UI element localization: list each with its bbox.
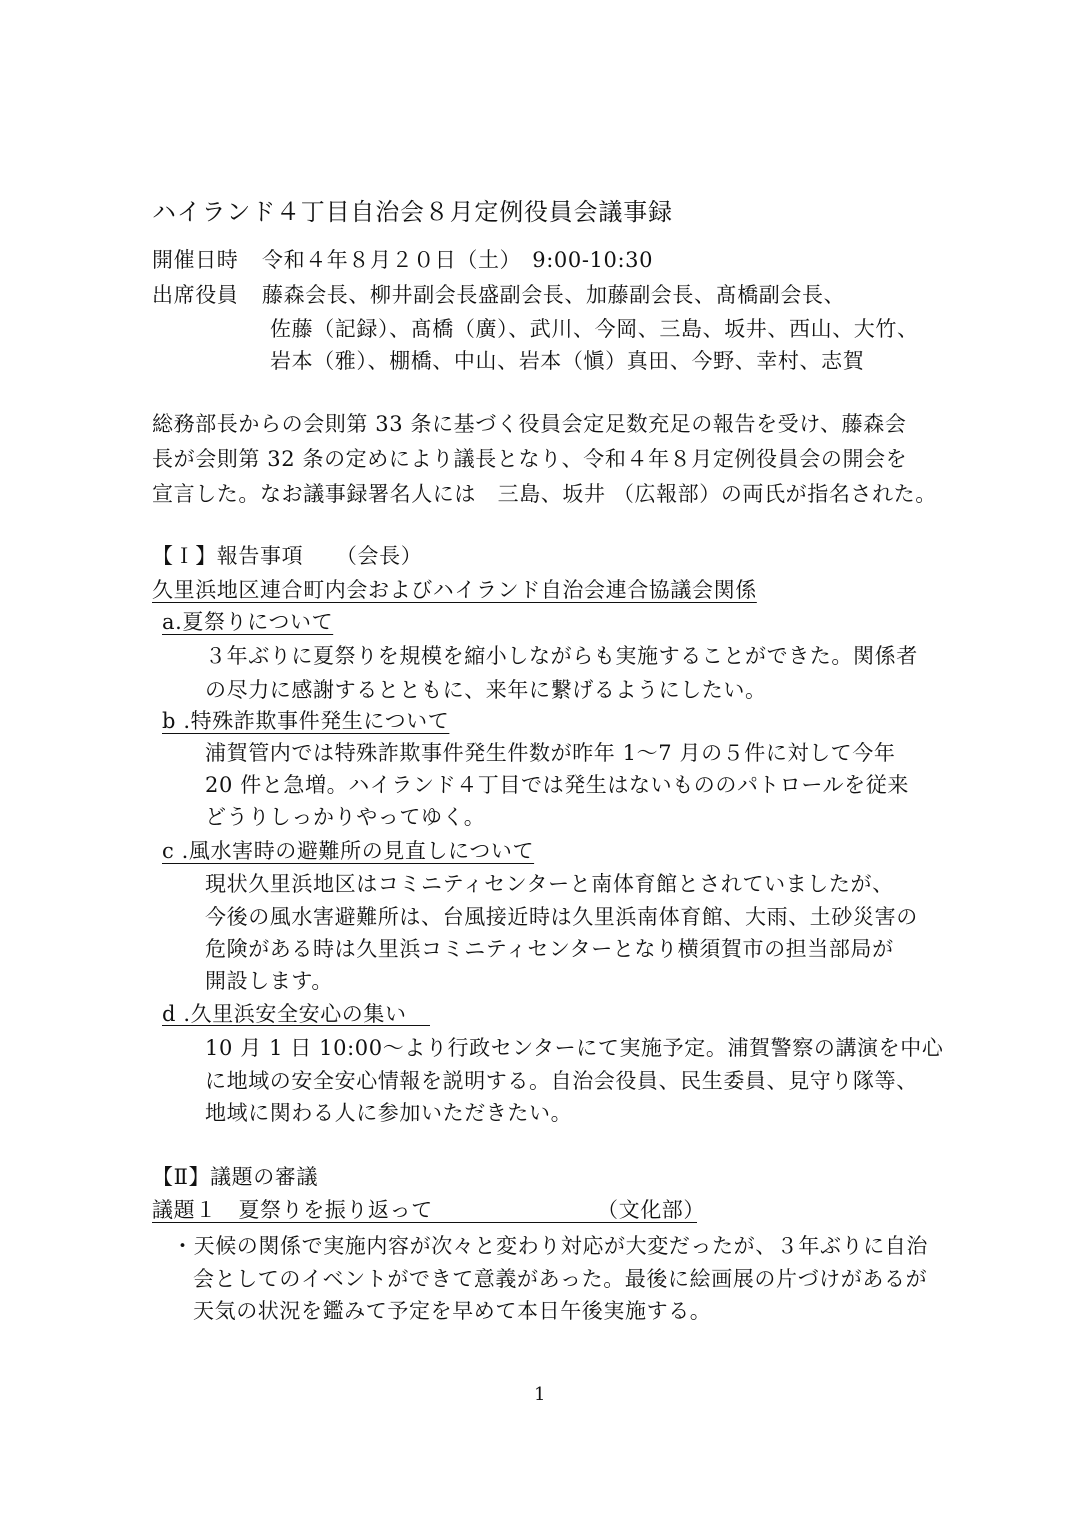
- item-b-text: 20 件と急増。ハイランド４丁目では発生はないもののパトロールを従来: [205, 773, 909, 797]
- attendees-line: 岩本（雅）、棚橋、中山、岩本（愼）真田、今野、幸村、志賀: [270, 349, 865, 373]
- bullet-line: ・天候の関係で実施内容が次々と変わり対応が大変だったが、３年ぶりに自治: [172, 1234, 928, 1258]
- item-c-text: 現状久里浜地区はコミニティセンターと南体育館とされていましたが、: [205, 872, 894, 896]
- section2-heading: 【Ⅱ】議題の審議: [152, 1165, 319, 1189]
- item-d-text: 地域に関わる人に参加いただきたい。: [205, 1101, 573, 1125]
- item-c-text: 危険がある時は久里浜コミニティセンターとなり横須賀市の担当部局が: [205, 937, 894, 961]
- agenda1-dept: （文化部）: [597, 1198, 705, 1222]
- item-b-text: 浦賀管内では特殊詐欺事件発生件数が昨年 1～7 月の５件に対して今年: [205, 741, 896, 765]
- intro-line: 宣言した。なお議事録署名人には 三島、坂井 （広報部）の両氏が指名された。: [152, 482, 937, 506]
- item-d-text: に地域の安全安心情報を説明する。自治会役員、民生委員、見守り隊等、: [205, 1069, 918, 1093]
- item-a-text: の尽力に感謝するとともに、来年に繋げるようにしたい。: [205, 678, 767, 702]
- meeting-date-label: 開催日時: [152, 248, 239, 272]
- meeting-date-value: 令和４年８月２０日（土） 9:00-10:30: [262, 248, 654, 272]
- attendees-line: 佐藤（記録）、髙橋（廣）、武川、今岡、三島、坂井、西山、大竹、: [270, 317, 919, 341]
- agenda1-label: 議題１ 夏祭りを振り返って: [152, 1198, 433, 1222]
- document-title: ハイランド４丁目自治会８月定例役員会議事録: [152, 198, 673, 226]
- item-a-label: a.夏祭りについて: [162, 610, 334, 634]
- section1-heading: 【Ｉ】報告事項 （会長）: [152, 544, 423, 568]
- item-c-text: 開設します。: [205, 969, 333, 993]
- attendees-line: 藤森会長、柳井副会長盛副会長、加藤副会長、髙橋副会長、: [262, 283, 846, 307]
- item-c-text: 今後の風水害避難所は、台風接近時は久里浜南体育館、大雨、土砂災害の: [205, 905, 918, 929]
- item-b-text: どうりしっかりやってゆく。: [205, 805, 486, 829]
- section1-subheading: 久里浜地区連合町内会およびハイランド自治会連合協議会関係: [152, 578, 757, 602]
- item-c-label: c .風水害時の避難所の見直しについて: [162, 839, 535, 863]
- item-d-text: 10 月 1 日 10:00～より行政センターにて実施予定。浦賀警察の講演を中心: [205, 1036, 944, 1060]
- item-b-label: b .特殊詐欺事件発生について: [162, 709, 450, 733]
- intro-line: 総務部長からの会則第 33 条に基づく役員会定足数充足の報告を受け、藤森会: [152, 412, 907, 436]
- agenda1-underline: [152, 1222, 697, 1223]
- intro-line: 長が会則第 32 条の定めにより議長となり、令和４年８月定例役員会の開会を: [152, 447, 908, 471]
- item-d-label: d .久里浜安全安心の集い: [162, 1002, 407, 1026]
- item-a-text: ３年ぶりに夏祭りを規模を縮小しながらも実施することができた。関係者: [205, 644, 918, 668]
- bullet-line: 天気の状況を鑑みて予定を早めて本日午後実施する。: [193, 1299, 712, 1323]
- item-d-underline: [162, 1025, 430, 1026]
- attendees-label: 出席役員: [152, 283, 239, 307]
- bullet-line: 会としてのイベントができて意義があった。最後に絵画展の片づけがあるが: [193, 1267, 928, 1291]
- page-number: 1: [534, 1384, 547, 1405]
